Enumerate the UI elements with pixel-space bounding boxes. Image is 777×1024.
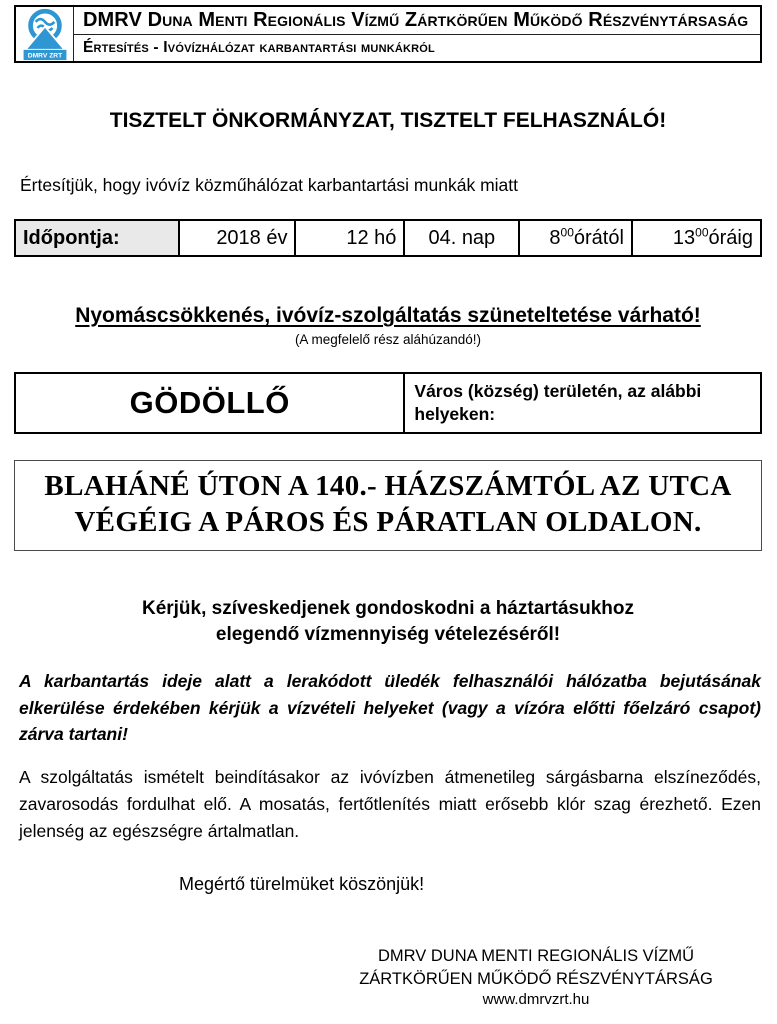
time-from-hour: 8 xyxy=(549,226,561,249)
maintenance-warning-text: A karbantartás ideje alatt a lerakódott üledék felhasználói hálózatba bejutásának elkerülése érdekében kérjük a vízvételi helyeket (vagy a vízóra előtti főelzáró csapot) zárva tartani! xyxy=(19,671,761,744)
time-from-suffix: órától xyxy=(573,226,624,249)
water-quality-note-text: A szolgáltatás ismételt beindításakor az ivóvízben átmenetileg sárgásbarna elszíneződés, zavarosodás fordulhat elő. A mosatás, fertőtlenítés miatt erősebb klór szag érezhető. Ezen jelenség az egészségre ártalmatlan. xyxy=(19,767,761,842)
impact-headline: Nyomáscsökkenés, ivóvíz-szolgáltatás szüneteltetése várható! xyxy=(75,304,701,327)
time-from-minutes: 00 xyxy=(560,224,574,239)
schedule-row xyxy=(15,220,761,256)
location-label: Város (község) területén, az alábbi helyeken: xyxy=(404,373,761,433)
request-text: Kérjük, szíveskedjenek gondoskodni a háztartásukhoz elegendő vízmennyiség vételezéséről! xyxy=(141,598,635,645)
schedule-year: 2018 év xyxy=(179,220,295,256)
city-name: GÖDÖLLŐ xyxy=(15,373,404,433)
footer-company-line1: DMRV DUNA MENTI REGIONÁLIS VÍZMŰ xyxy=(378,947,694,966)
footer-website: www.dmrvzrt.hu xyxy=(482,990,590,1008)
schedule-table xyxy=(14,219,762,257)
salutation-heading: TISZTELT ÖNKORMÁNYZAT, TISZTELT FELHASZNÁLÓ! xyxy=(109,109,667,132)
location-row xyxy=(15,373,761,433)
logo-caption: DMRV ZRT xyxy=(27,52,62,60)
time-to-suffix: óráig xyxy=(708,226,753,249)
header-text-block xyxy=(74,7,760,61)
schedule-label: Időpontja: xyxy=(15,220,179,256)
schedule-day: 04. nap xyxy=(404,220,519,256)
affected-streets-box xyxy=(14,460,762,551)
notice-subtitle: Értesítés - Ivóvízhálózat karbantartási munkákról xyxy=(83,39,435,57)
footer-company-line2: ZÁRTKÖRŰEN MŰKÖDŐ RÉSZVÉNYTÁRSÁG xyxy=(359,969,713,988)
location-table xyxy=(14,372,762,434)
schedule-time-to xyxy=(632,220,761,256)
schedule-month: 12 hó xyxy=(295,220,404,256)
schedule-time-from xyxy=(519,220,632,256)
company-name: DMRV Duna Menti Regionális Vízmű Zártkörűen Működő Részvénytársaság xyxy=(74,7,760,35)
footer-signature-block xyxy=(336,945,736,1008)
time-to-hour: 13 xyxy=(672,226,696,249)
intro-text: Értesítjük, hogy ivóvíz közműhálózat karbantartási munkák miatt xyxy=(20,175,518,195)
header-box xyxy=(14,5,762,63)
time-to-minutes: 00 xyxy=(695,224,709,239)
thanks-text: Megértő türelmüket köszönjük! xyxy=(179,874,425,895)
water-company-logo-icon xyxy=(20,7,70,61)
dmrv-logo xyxy=(16,7,74,61)
underline-instruction-note: (A megfelelő rész aláhúzandó!) xyxy=(294,332,482,347)
affected-streets-text: BLAHÁNÉ ÚTON A 140.- HÁZSZÁMTÓL AZ UTCA VÉGÉIG A PÁROS ÉS PÁRATLAN OLDALON. xyxy=(44,470,732,539)
